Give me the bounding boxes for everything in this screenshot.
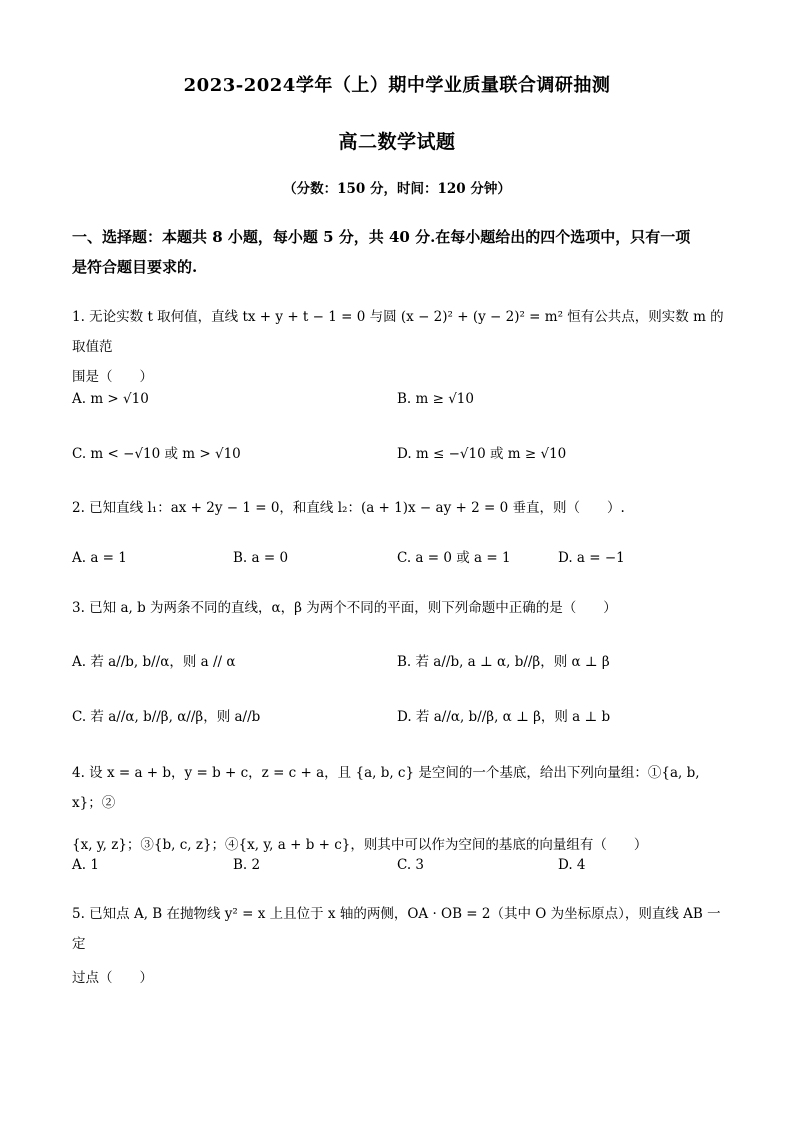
question-2-option-d: D. a = −1	[558, 550, 625, 566]
question-3-option-d: D. 若 a//α, b//β, α ⊥ β，则 a ⊥ b	[397, 709, 611, 725]
question-3-line1: 3. 已知 a, b 为两条不同的直线，α，β 为两个不同的平面，则下列命题中正确的是（ ）	[72, 600, 617, 616]
question-2-option-b: B. a = 0	[233, 550, 289, 566]
question-4-option-c: C. 3	[397, 857, 425, 873]
question-2-line1: 2. 已知直线 l₁：ax + 2y − 1 = 0，和直线 l₂：(a + 1)x − ay + 2 = 0 垂直，则（ ）.	[72, 500, 625, 516]
question-2	[72, 493, 732, 523]
section-heading-line2: 是符合题目要求的.	[72, 258, 198, 276]
question-1	[72, 302, 732, 392]
question-5	[72, 899, 732, 993]
section-heading	[72, 222, 732, 282]
question-4-option-b: B. 2	[233, 857, 261, 873]
question-4-line2: {x, y, z}；③{b, c, z}；④{x, y, a + b + c}，则其中可以作为空间的基底的向量组有（ ）	[72, 837, 648, 853]
exam-subtitle: 高二数学试题	[338, 131, 456, 153]
question-1-option-d: D. m ≤ −√10 或 m ≥ √10	[397, 446, 567, 462]
section-heading-line1: 一、选择题：本题共 8 小题，每小题 5 分，共 40 分.在每小题给出的四个选项中，只有一项	[72, 228, 691, 246]
question-3	[72, 593, 732, 623]
question-3-option-a: A. 若 a//b, b//α，则 a // α	[72, 654, 236, 670]
question-3-option-c: C. 若 a//α, b//β, α//β，则 a//b	[72, 709, 261, 725]
question-2-option-c: C. a = 0 或 a = 1	[397, 550, 511, 566]
question-4-option-d: D. 4	[558, 857, 586, 873]
question-1-option-c: C. m < −√10 或 m > √10	[72, 446, 241, 462]
question-5-line2: 过点（ ）	[72, 970, 153, 986]
question-1-line2: 围是（ ）	[72, 369, 153, 385]
question-5-line1: 5. 已知点 A, B 在抛物线 y² = x 上且位于 x 轴的两侧，OA · OB = 2（其中 O 为坐标原点），则直线 AB 一定	[72, 906, 721, 952]
question-1-option-a: A. m > √10	[72, 391, 149, 407]
question-4	[72, 758, 732, 860]
question-3-option-b: B. 若 a//b, a ⊥ α, b//β，则 α ⊥ β	[397, 654, 610, 670]
question-1-option-b: B. m ≥ √10	[397, 391, 474, 407]
score-time-info: （分数：150 分，时间：120 分钟）	[283, 181, 511, 197]
question-4-option-a: A. 1	[72, 857, 99, 873]
question-1-line1: 1. 无论实数 t 取何值，直线 tx + y + t − 1 = 0 与圆 (x − 2)² + (y − 2)² = m² 恒有公共点，则实数 m 的取值范	[72, 309, 724, 355]
question-4-line1: 4. 设 x = a + b，y = b + c，z = c + a，且 {a, b, c} 是空间的一个基底，给出下列向量组：①{a, b, x}；②	[72, 765, 700, 811]
question-2-option-a: A. a = 1	[72, 550, 127, 566]
exam-title: 2023-2024学年（上）期中学业质量联合调研抽测	[183, 75, 611, 96]
